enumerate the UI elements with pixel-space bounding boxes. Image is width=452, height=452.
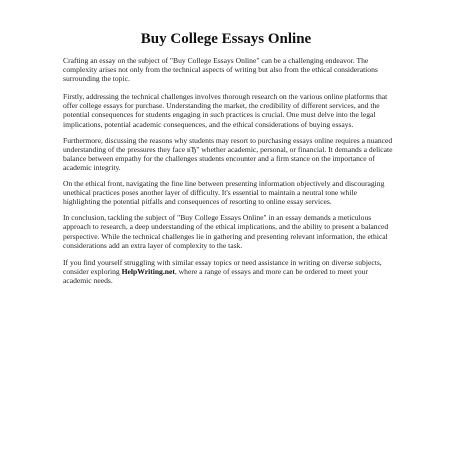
paragraph-closing [63,258,393,285]
closing-text-after-link: , where a range of essays and more can be ordered to meet your academic needs. [63,266,369,285]
paragraph-intro: Crafting an essay on the subject of "Buy College Essays Online" can be a challenging endeavor. The complexity arises not only from the technical aspects of writing but also from the ethical considerations surrounding the topic. [63,56,378,84]
closing-text-before-link: If you find yourself struggling with similar essay topics or need assistance in writing on diverse subjects, consider exploring [63,257,382,276]
paragraph-student-reasons: Furthermore, discussing the reasons why students may resort to purchasing essays online requires a nuanced understanding of the pressures they face вЂ" whether academic, personal, or financial. It demands a delicate balance between empathy for the challenges students encounter and a firm stance on the importance of academic integrity. [63,135,393,172]
paragraph-technical-challenges: Firstly, addressing the technical challenges involves thorough research on the various online platforms that offer college essays for purchase. Understanding the market, the credibility of different services, and the potential consequences for students engaging in such practices is crucial. One must delve into the legal implications, potential academic consequences, and the ethical considerations of buying essays. [63,92,388,129]
document-body [63,56,393,294]
paragraph-ethical-front: On the ethical front, navigating the fine line between presenting information objectively and discouraging unethical practices poses another layer of difficulty. It's essential to maintain a neutral tone while highlighting the potential pitfalls and consequences of resorting to online essay services. [63,179,385,207]
paragraph-conclusion: In conclusion, tackling the subject of "Buy College Essays Online" in an essay demands a meticulous approach to research, a deep understanding of the ethical implications, and the ability to present a balanced perspective. While the technical challenges lie in gathering and presenting relevant information, the ethical considerations add an extra layer of complexity to the task. [63,213,389,250]
helpwriting-link[interactable]: HelpWriting.net [121,266,175,276]
document-title: Buy College Essays Online [140,31,312,47]
